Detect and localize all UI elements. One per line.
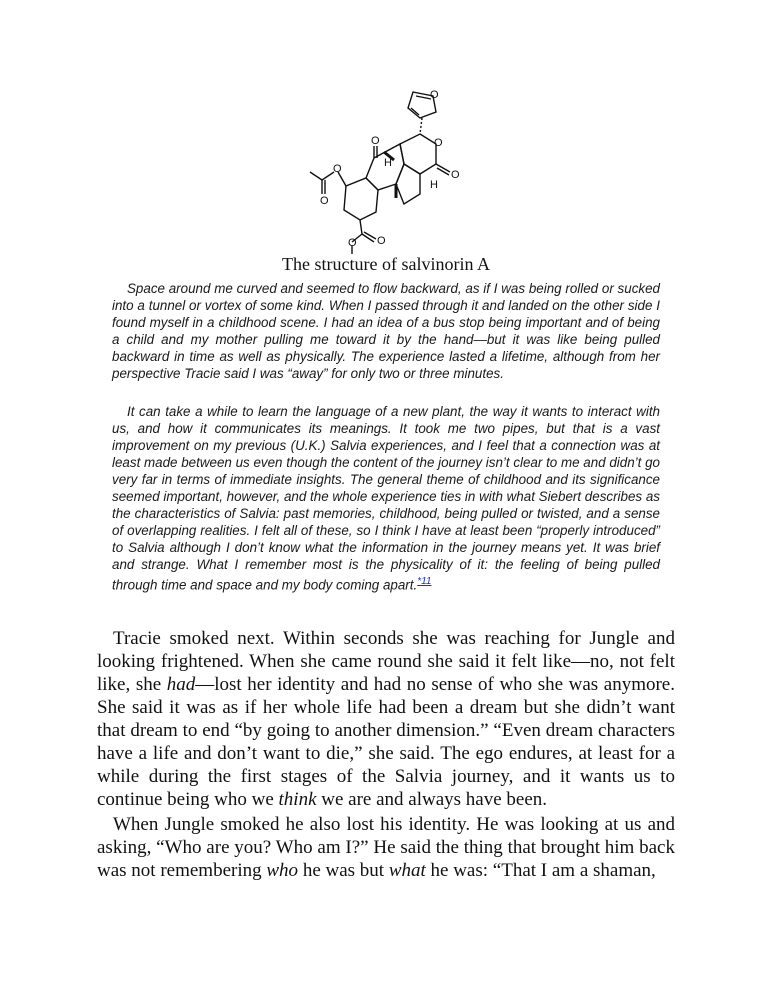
acetate-oxygen-label-1: O — [333, 163, 342, 175]
body-text: When Jungle smoked he also lost his identity. He was looking at us and asking, “Who are you? Who am I?” He said the thing that brought him back was not remembering — [97, 814, 675, 881]
furan-oxygen-label: O — [430, 89, 439, 101]
body-text: we are and always have been. — [316, 789, 548, 810]
emphasis: what — [388, 860, 426, 881]
footnote-link[interactable]: *11 — [417, 576, 432, 587]
emphasis: think — [278, 789, 317, 810]
acetate-oxygen-label-2: O — [320, 195, 329, 207]
body-text: he was but — [298, 860, 389, 881]
emphasis: had — [166, 674, 196, 695]
salvinorin-a-structure — [300, 86, 472, 254]
hydrogen-label-1: H — [384, 157, 392, 169]
body-text: he was: “That I am a shaman, — [425, 860, 656, 881]
emphasis: who — [266, 860, 299, 881]
body-text: Tracie smoked next. Within seconds she was reaching for Jungle and looking frightened. When she came round she said it felt like—no, not felt like, she — [97, 628, 675, 695]
quote-paragraph-1: Space around me curved and seemed to flow backward, as if I was being rolled or sucked into a tunnel or vortex of some kind. When I passed through it and landed on the other side I found myself in a childhood scene. I had an idea of a bus stop being important and of being a child and my mother pulling me toward it by the hand—but it was like being pulled backward in time as well as physically. The experience lasted a lifetime, although from her perspective Tracie said I was “away” for only two or three minutes. — [112, 281, 660, 381]
ester-oxygen-label-1: O — [377, 235, 386, 247]
figure-caption: The structure of salvinorin A — [282, 254, 490, 274]
ketone-oxygen-label: O — [371, 135, 380, 147]
ester-oxygen-label-2: O — [348, 237, 357, 249]
quote-paragraph-2 — [112, 403, 660, 593]
hydrogen-label-2: H — [430, 179, 438, 191]
body-paragraph-2 — [97, 813, 675, 882]
ring-oxygen-label: O — [434, 137, 443, 149]
body-paragraph-1 — [97, 627, 675, 811]
body-text: —lost her identity and had no sense of who she was anymore. She said it was as if her whole life had been a dream but she didn’t want that dream to end “by going to another dimension.” “Even dream characters have a life and don’t want to die,” she said. The ego endures, at least for a while during the first stages of the Salvia journey, and it wants us to continue being who we — [97, 674, 675, 810]
quote-paragraph-2-text: It can take a while to learn the language of a new plant, the way it wants to interact with us, and how it communicates its meanings. It took me two pipes, but that is a vast improvement on my previous (U.K.) Salvia experiences, and I feel that a connection was at least made between us even though the content of the journey isn’t clear to me and didn’t go very far in terms of immediate insights. The general theme of childhood and its significance seemed important, however, and the whole experience ties in with what Siebert describes as the characteristics of Salvia: past memories, childhood, being pulled or twisted, and a sense of overlapping realities. I felt all of these, so I think I have at least been “properly introduced” to Salvia although I don’t know what the information in the journey means yet. It was brief and strange. What I remember most is the physicality of it: the feeling of being pulled through time and space and my body coming apart. — [112, 404, 660, 593]
lactone-oxygen-label: O — [451, 169, 460, 181]
